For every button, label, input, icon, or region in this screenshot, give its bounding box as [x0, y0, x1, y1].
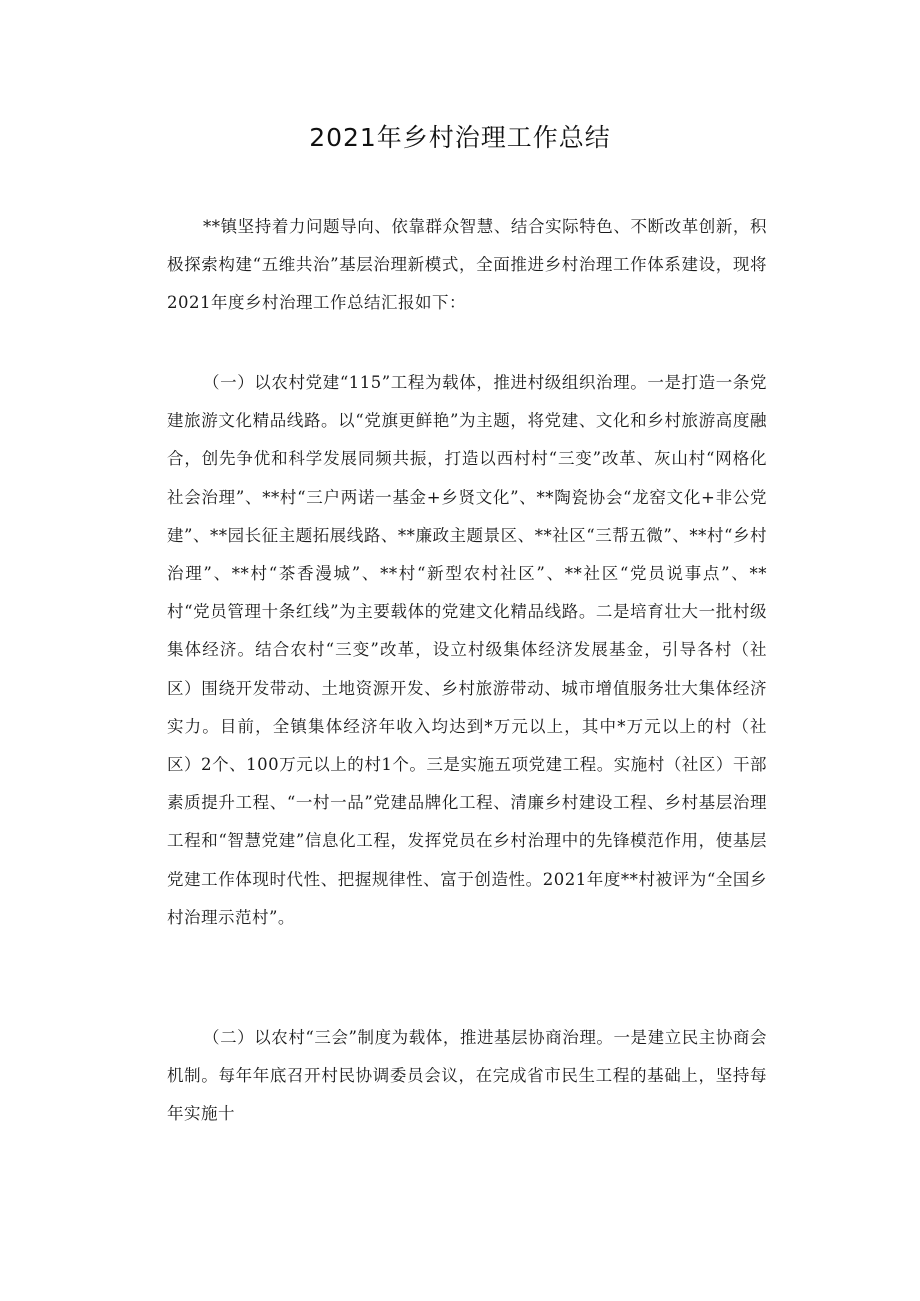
- document-title: 2021年乡村治理工作总结: [309, 123, 611, 152]
- section-one-paragraph: （一）以农村党建“115”工程为载体，推进村级组织治理。一是打造一条党建旅游文化精品线路。以“党旗更鲜艳”为主题，将党建、文化和乡村旅游高度融合，创先争优和科学发展同频共振，打造以西村村“三变”改革、灰山村“网格化社会治理”、**村“三户两诺一基金+乡贤文化”、**陶瓷协会“龙窑文化+非公党建”、**园长征主题拓展线路、**廉政主题景区、**社区“三帮五微”、**村“乡村治理”、**村“茶香漫城”、**村“新型农村社区”、**社区“党员说事点”、**村“党员管理十条红线”为主要载体的党建文化精品线路。二是培育壮大一批村级集体经济。结合农村“三变”改革，设立村级集体经济发展基金，引导各村（社区）围绕开发带动、土地资源开发、乡村旅游带动、城市增值服务壮大集体经济实力。目前，全镇集体经济年收入均达到*万元以上，其中*万元以上的村（社区）2个、100万元以上的村1个。三是实施五项党建工程。实施村（社区）干部素质提升工程、“一村一品”党建品牌化工程、清廉乡村建设工程、乡村基层治理工程和“智慧党建”信息化工程，发挥党员在乡村治理中的先锋模范作用，使基层党建工作体现时代性、把握规律性、富于创造性。2021年度**村被评为“全国乡村治理示范村”。: [167, 373, 767, 927]
- section-two-paragraph: （二）以农村“三会”制度为载体，推进基层协商治理。一是建立民主协商会机制。每年年底召开村民协调委员会议，在完成省市民生工程的基础上，坚持每年实施十: [167, 1028, 767, 1124]
- intro-paragraph: **镇坚持着力问题导向、依靠群众智慧、结合实际特色、不断改革创新，积极探索构建“五维共治”基层治理新模式，全面推进乡村治理工作体系建设，现将2021年度乡村治理工作总结汇报如下：: [167, 217, 767, 313]
